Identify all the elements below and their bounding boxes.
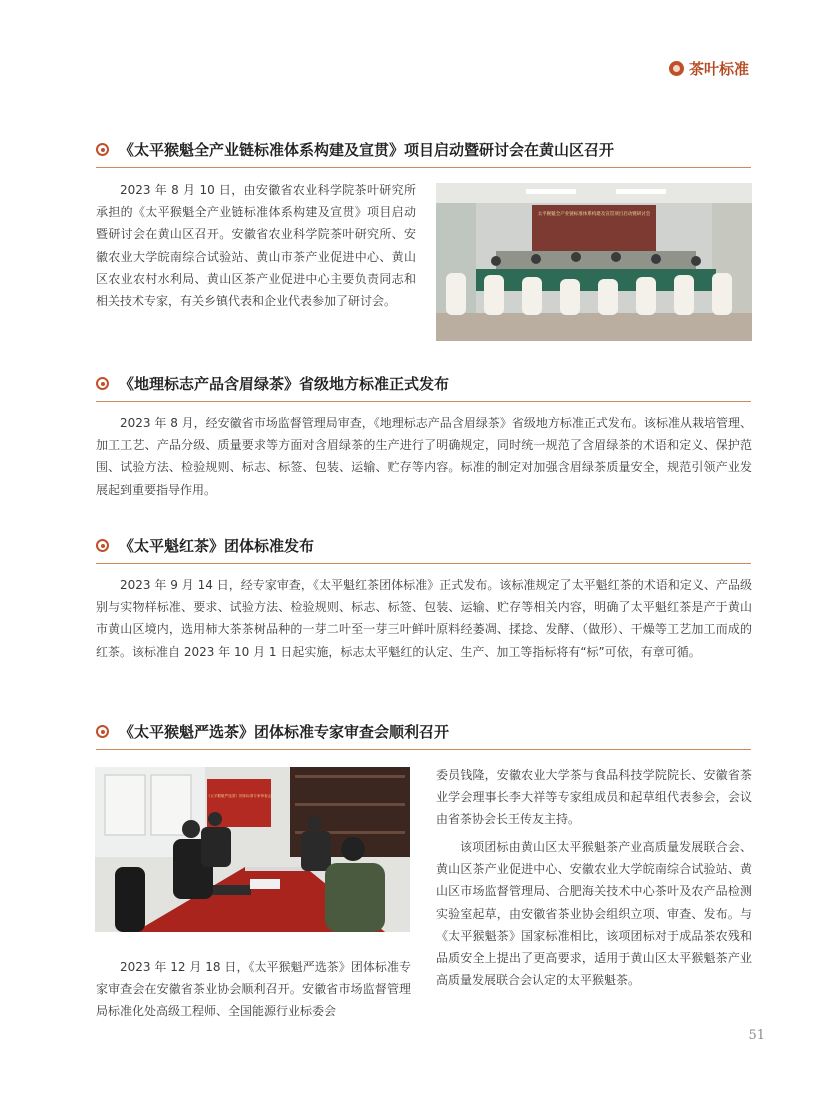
section-4-paragraph-1: 2023 年 12 月 18 日，《太平猴魁严选茶》团体标准专家审查会在安徽省茶业协会顺利召开。安徽省市场监督管理局标准化处高级工程师、全国能源行业标委会 [96,960,411,1019]
section-1-paragraph: 2023 年 8 月 10 日，由安徽省农业科学院茶叶研究所承担的《太平猴魁全产业链标准体系构建及宣贯》项目启动暨研讨会在黄山区召开。安徽省农业科学院茶叶研究所、安徽农业大学皖南综合试验站、黄山市茶产业促进中心、黄山区农业农村水利局、黄山区茶产业促进中心主要负责同志和相关技术专家，有关乡镇代表和企业代表参加了研讨会。 [96,183,416,309]
section-3-title-text: 《太平魁红茶》团体标准发布 [119,537,315,555]
section-3-divider [96,563,751,564]
section-4-divider [96,749,751,750]
page-header [669,58,749,79]
meeting-banner-text: 太平猴魁全产业链标准体系构建及宣贯项目启动暨研讨会 [537,212,651,217]
section-4-paragraph-3: 该项团标由黄山区太平猴魁茶产业高质量发展联合会、黄山区茶产业促进中心、安徽农业大学皖南综合试验站、黄山区市场监督管理局、合肥海关技术中心茶叶及农产品检测实验室起草，由安徽省茶业协会组织立项、审查、发布。与《太平猴魁茶》国家标准相比，该项团标对于成品茶农残和品质安全上提出了更高要求，适用于黄山区太平猴魁茶产业高质量发展联合会认定的太平猴魁茶。 [436,840,752,988]
header-title: 茶叶标准 [688,60,749,78]
section-3-title [96,535,751,556]
section-1-title-text: 《太平猴魁全产业链标准体系构建及宣贯》项目启动暨研讨会在黄山区召开 [119,141,615,159]
bullet-icon [96,377,109,390]
meeting-photo-2 [95,767,410,932]
section-4-title-text: 《太平猴魁严选茶》团体标准专家审查会顺利召开 [119,723,450,741]
section-2-title [96,373,751,394]
review-banner-text: 《太平猴魁严选茶》团体标准专家审查会 [206,794,272,798]
section-2-divider [96,401,751,402]
page-number: 51 [748,1028,765,1043]
section-1-title [96,139,751,160]
bullet-icon [96,143,109,156]
bullet-icon [96,725,109,738]
section-1-divider [96,167,751,168]
meeting-photo-1 [436,183,752,341]
bullet-icon [96,539,109,552]
section-4-title [96,721,751,742]
section-4-paragraph-2: 委员钱隆，安徽农业大学茶与食品科技学院院长、安徽省茶业学会理事长李大祥等专家组成员和起草组代表参会，会议由省茶协会长王传友主持。 [436,768,752,827]
section-2-title-text: 《地理标志产品含眉绿茶》省级地方标准正式发布 [119,375,450,393]
tea-leaf-dot-icon [669,61,684,76]
section-3-paragraph: 2023 年 9 月 14 日，经专家审查，《太平魁红茶团体标准》正式发布。该标准规定了太平魁红茶的术语和定义、产品级别与实物样标准、要求、试验方法、检验规则、标志、标签、包装、运输、贮存等相关内容，明确了太平魁红茶是产于黄山市黄山区境内，选用柿大茶茶树品种的一芽二叶至一芽三叶鲜叶原料经萎凋、揉捻、发酵、（做形）、干燥等工艺加工而成的红茶。该标准自 2023 年 10 月 1 日起实施，标志太平魁红的认定、生产、加工等指标将有“标”可依，有章可循。 [96,578,752,659]
section-2-paragraph: 2023 年 8 月，经安徽省市场监督管理局审查，《地理标志产品含眉绿茶》省级地方标准正式发布。该标准从栽培管理、加工工艺、产品分级、质量要求等方面对含眉绿茶的生产进行了明确规定，同时统一规范了含眉绿茶的术语和定义、保护范围、试验方法、检验规则、标志、标签、包装、运输、贮存等内容。标准的制定对加强含眉绿茶质量安全，规范引领产业发展起到重要指导作用。 [96,416,752,497]
